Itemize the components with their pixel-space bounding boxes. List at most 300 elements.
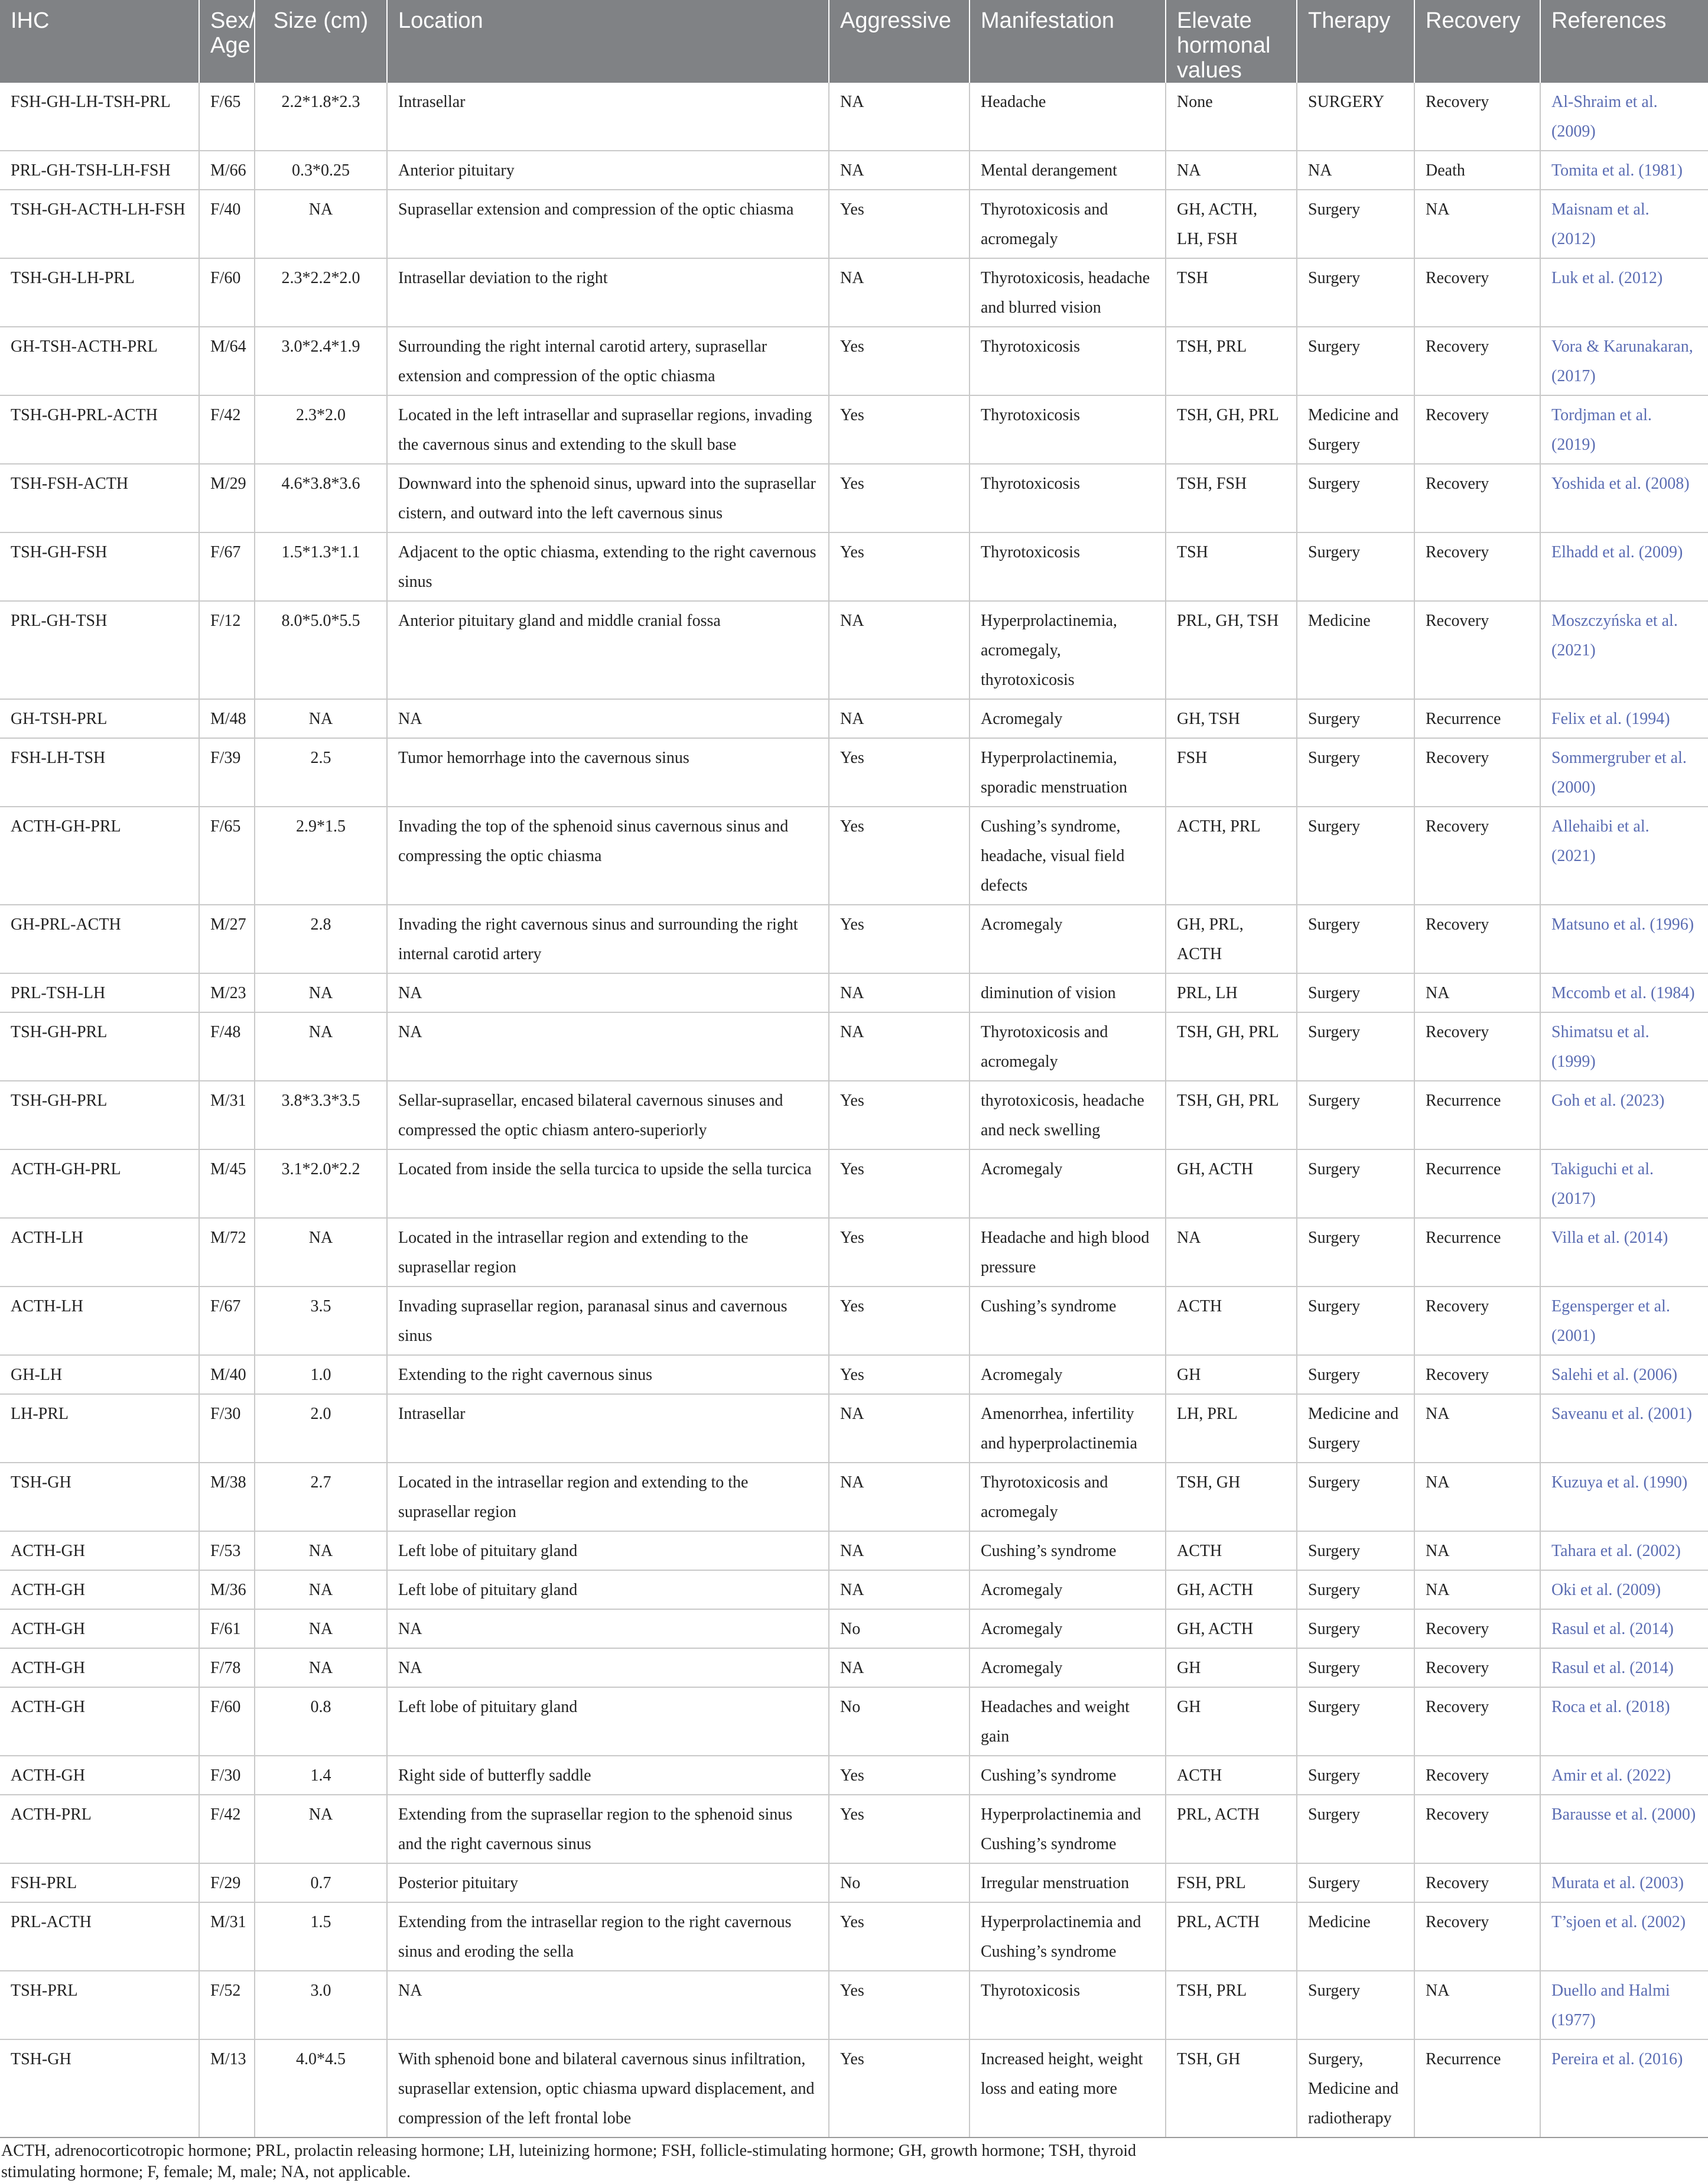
cell-ihc: ACTH-GH [0, 1531, 199, 1570]
cell-elevate-hormonal-values: ACTH [1166, 1287, 1297, 1355]
cell-therapy: Surgery [1297, 1012, 1414, 1081]
cell-aggressive: NA [829, 1012, 970, 1081]
cell-therapy: Surgery [1297, 1609, 1414, 1648]
cell-sex-age: F/60 [199, 258, 255, 327]
cell-size: 3.0 [255, 1971, 387, 2039]
cell-size: NA [255, 1609, 387, 1648]
cell-sex-age: M/36 [199, 1570, 255, 1609]
cell-sex-age: M/40 [199, 1355, 255, 1394]
cell-manifestation: Thyrotoxicosis and acromegaly [970, 1463, 1166, 1531]
cell-elevate-hormonal-values: TSH, GH, PRL [1166, 1081, 1297, 1149]
cell-ihc: TSH-GH [0, 1463, 199, 1531]
cell-size: 3.8*3.3*3.5 [255, 1081, 387, 1149]
table-row [0, 464, 1708, 532]
cell-ihc: ACTH-GH [0, 1609, 199, 1648]
cell-ihc: TSH-GH-FSH [0, 532, 199, 601]
cell-aggressive: Yes [829, 190, 970, 258]
cell-reference[interactable]: Mccomb et al. (1984) [1540, 973, 1708, 1012]
table-row [0, 1287, 1708, 1355]
cell-elevate-hormonal-values: TSH, GH [1166, 1463, 1297, 1531]
cell-reference[interactable]: Pereira et al. (2016) [1540, 2039, 1708, 2137]
cell-therapy: Surgery [1297, 1531, 1414, 1570]
table-header [0, 0, 1708, 83]
cell-recovery: Recovery [1414, 395, 1540, 464]
cell-ihc: ACTH-GH [0, 1756, 199, 1795]
cell-manifestation: Hyperprolactinemia and Cushing’s syndrome [970, 1795, 1166, 1863]
cell-size: 1.4 [255, 1756, 387, 1795]
cell-recovery: Recovery [1414, 258, 1540, 327]
cell-elevate-hormonal-values: PRL, ACTH [1166, 1902, 1297, 1971]
cell-recovery: Death [1414, 151, 1540, 190]
table-row [0, 1463, 1708, 1531]
cell-recovery: Recovery [1414, 83, 1540, 151]
table-row [0, 699, 1708, 738]
cell-reference[interactable]: Yoshida et al. (2008) [1540, 464, 1708, 532]
cell-manifestation: Acromegaly [970, 905, 1166, 973]
table-row [0, 1149, 1708, 1218]
cell-elevate-hormonal-values: None [1166, 83, 1297, 151]
cell-reference[interactable]: Elhadd et al. (2009) [1540, 532, 1708, 601]
cell-manifestation: thyrotoxicosis, headache and neck swelling [970, 1081, 1166, 1149]
cell-location: NA [387, 1971, 829, 2039]
cell-therapy: Surgery [1297, 1687, 1414, 1756]
table-row [0, 1218, 1708, 1287]
cell-size: NA [255, 1012, 387, 1081]
cell-manifestation: Thyrotoxicosis [970, 327, 1166, 395]
cell-recovery: Recovery [1414, 905, 1540, 973]
cell-ihc: GH-PRL-ACTH [0, 905, 199, 973]
cell-sex-age: M/29 [199, 464, 255, 532]
cell-location: Intrasellar [387, 83, 829, 151]
cell-reference[interactable]: Moszczyńska et al. (2021) [1540, 601, 1708, 699]
cell-reference[interactable]: Maisnam et al. (2012) [1540, 190, 1708, 258]
cell-manifestation: Irregular menstruation [970, 1863, 1166, 1902]
cell-aggressive: NA [829, 699, 970, 738]
cell-therapy: Surgery [1297, 1863, 1414, 1902]
cell-ihc: ACTH-GH-PRL [0, 807, 199, 905]
cell-location: Sellar-suprasellar, encased bilateral cavernous sinuses and compressed the optic chiasm antero-superiorly [387, 1081, 829, 1149]
cell-aggressive: Yes [829, 1902, 970, 1971]
cell-aggressive: Yes [829, 1218, 970, 1287]
cell-manifestation: Increased height, weight loss and eating more [970, 2039, 1166, 2137]
cell-size: 2.8 [255, 905, 387, 973]
cell-ihc: PRL-TSH-LH [0, 973, 199, 1012]
cell-reference[interactable]: Felix et al. (1994) [1540, 699, 1708, 738]
cell-reference[interactable]: Duello and Halmi (1977) [1540, 1971, 1708, 2039]
cell-size: NA [255, 699, 387, 738]
cell-recovery: NA [1414, 190, 1540, 258]
cell-manifestation: Acromegaly [970, 1149, 1166, 1218]
cell-elevate-hormonal-values: GH, ACTH [1166, 1609, 1297, 1648]
header-ihc: IHC [0, 0, 199, 83]
cell-aggressive: Yes [829, 327, 970, 395]
cell-elevate-hormonal-values: GH, ACTH, LH, FSH [1166, 190, 1297, 258]
cell-elevate-hormonal-values: TSH, GH, PRL [1166, 1012, 1297, 1081]
cell-therapy: Medicine [1297, 601, 1414, 699]
cell-sex-age: F/42 [199, 395, 255, 464]
cell-sex-age: F/65 [199, 807, 255, 905]
cell-manifestation: Acromegaly [970, 1648, 1166, 1687]
cell-manifestation: Headache and high blood pressure [970, 1218, 1166, 1287]
cell-sex-age: M/13 [199, 2039, 255, 2137]
cell-reference[interactable]: Rasul et al. (2014) [1540, 1648, 1708, 1687]
cell-sex-age: M/66 [199, 151, 255, 190]
cell-elevate-hormonal-values: ACTH [1166, 1756, 1297, 1795]
cell-reference[interactable]: Egensperger et al. (2001) [1540, 1287, 1708, 1355]
cell-manifestation: Acromegaly [970, 699, 1166, 738]
cell-manifestation: Acromegaly [970, 1570, 1166, 1609]
cell-elevate-hormonal-values: GH [1166, 1687, 1297, 1756]
cell-recovery: Recovery [1414, 1687, 1540, 1756]
cell-ihc: GH-TSH-ACTH-PRL [0, 327, 199, 395]
cell-size: 2.3*2.0 [255, 395, 387, 464]
cell-therapy: Surgery [1297, 464, 1414, 532]
cell-therapy: Surgery [1297, 1463, 1414, 1531]
cell-sex-age: M/23 [199, 973, 255, 1012]
cell-reference[interactable]: Luk et al. (2012) [1540, 258, 1708, 327]
cell-recovery: NA [1414, 1531, 1540, 1570]
cell-ihc: TSH-GH [0, 2039, 199, 2137]
cell-recovery: NA [1414, 973, 1540, 1012]
cell-reference[interactable]: Amir et al. (2022) [1540, 1756, 1708, 1795]
cell-ihc: ACTH-LH [0, 1287, 199, 1355]
cell-recovery: Recurrence [1414, 2039, 1540, 2137]
cell-aggressive: Yes [829, 905, 970, 973]
cell-ihc: ACTH-GH-PRL [0, 1149, 199, 1218]
table-row [0, 190, 1708, 258]
cell-aggressive: Yes [829, 1756, 970, 1795]
cell-recovery: Recovery [1414, 1756, 1540, 1795]
cell-elevate-hormonal-values: TSH, PRL [1166, 1971, 1297, 2039]
cell-ihc: PRL-GH-TSH-LH-FSH [0, 151, 199, 190]
table-row [0, 973, 1708, 1012]
cell-sex-age: F/60 [199, 1687, 255, 1756]
cell-manifestation: Thyrotoxicosis [970, 464, 1166, 532]
cell-therapy: Medicine and Surgery [1297, 1394, 1414, 1463]
cell-size: 3.5 [255, 1287, 387, 1355]
cell-recovery: Recurrence [1414, 699, 1540, 738]
cell-location: NA [387, 1012, 829, 1081]
cell-ihc: TSH-GH-PRL [0, 1012, 199, 1081]
cell-location: Located in the intrasellar region and extending to the suprasellar region [387, 1218, 829, 1287]
cell-size: NA [255, 1795, 387, 1863]
table-row [0, 601, 1708, 699]
cell-size: NA [255, 1570, 387, 1609]
cell-manifestation: Thyrotoxicosis and acromegaly [970, 1012, 1166, 1081]
cell-location: Right side of butterfly saddle [387, 1756, 829, 1795]
cell-recovery: Recovery [1414, 1795, 1540, 1863]
cell-recovery: Recovery [1414, 1648, 1540, 1687]
cell-aggressive: NA [829, 973, 970, 1012]
table-row [0, 1081, 1708, 1149]
table-row [0, 738, 1708, 807]
cell-therapy: Medicine and Surgery [1297, 395, 1414, 464]
cell-aggressive: NA [829, 601, 970, 699]
cell-recovery: Recovery [1414, 1902, 1540, 1971]
cell-recovery: Recovery [1414, 532, 1540, 601]
cell-elevate-hormonal-values: TSH, PRL [1166, 327, 1297, 395]
cell-size: 0.8 [255, 1687, 387, 1756]
cell-manifestation: Thyrotoxicosis [970, 395, 1166, 464]
cell-sex-age: F/30 [199, 1394, 255, 1463]
cell-reference[interactable]: Allehaibi et al. (2021) [1540, 807, 1708, 905]
cell-manifestation: Headaches and weight gain [970, 1687, 1166, 1756]
cell-reference[interactable]: T’sjoen et al. (2002) [1540, 1902, 1708, 1971]
cell-therapy: Surgery [1297, 532, 1414, 601]
cell-sex-age: F/67 [199, 1287, 255, 1355]
cell-location: Intrasellar [387, 1394, 829, 1463]
cell-aggressive: Yes [829, 1081, 970, 1149]
table-row [0, 532, 1708, 601]
cell-aggressive: Yes [829, 1355, 970, 1394]
cell-aggressive: NA [829, 1531, 970, 1570]
cell-size: 2.7 [255, 1463, 387, 1531]
cell-location: Adjacent to the optic chiasma, extending to the right cavernous sinus [387, 532, 829, 601]
cell-reference[interactable]: Matsuno et al. (1996) [1540, 905, 1708, 973]
cell-elevate-hormonal-values: FSH, PRL [1166, 1863, 1297, 1902]
cell-size: NA [255, 973, 387, 1012]
cell-sex-age: F/40 [199, 190, 255, 258]
table-row [0, 1971, 1708, 2039]
cell-size: 3.1*2.0*2.2 [255, 1149, 387, 1218]
cell-location: Surrounding the right internal carotid artery, suprasellar extension and compression of the optic chiasma [387, 327, 829, 395]
cell-reference[interactable]: Tordjman et al. (2019) [1540, 395, 1708, 464]
cell-ihc: GH-TSH-PRL [0, 699, 199, 738]
cell-reference[interactable]: Villa et al. (2014) [1540, 1218, 1708, 1287]
cell-therapy: Surgery [1297, 1218, 1414, 1287]
cell-therapy: Surgery [1297, 1756, 1414, 1795]
cell-sex-age: F/12 [199, 601, 255, 699]
cell-recovery: Recovery [1414, 738, 1540, 807]
cell-ihc: TSH-GH-ACTH-LH-FSH [0, 190, 199, 258]
cell-size: 2.9*1.5 [255, 807, 387, 905]
cell-recovery: Recovery [1414, 807, 1540, 905]
cell-reference[interactable]: Takiguchi et al. (2017) [1540, 1149, 1708, 1218]
table-row [0, 1902, 1708, 1971]
table-footnote: ACTH, adrenocorticotropic hormone; PRL, prolactin releasing hormone; LH, luteinizing hormone; FSH, follicle-stimulating hormone; GH, growth hormone; TSH, thyroid stimulating hormone; F, female; M, male; NA, not applicable. [1, 2142, 1137, 2181]
cell-ihc: FSH-PRL [0, 1863, 199, 1902]
cell-elevate-hormonal-values: GH, PRL, ACTH [1166, 905, 1297, 973]
cell-therapy: Surgery [1297, 1287, 1414, 1355]
cell-therapy: Surgery [1297, 1648, 1414, 1687]
cell-sex-age: F/30 [199, 1756, 255, 1795]
cell-recovery: Recovery [1414, 1287, 1540, 1355]
cell-sex-age: F/48 [199, 1012, 255, 1081]
table-row [0, 258, 1708, 327]
cell-location: Intrasellar deviation to the right [387, 258, 829, 327]
cell-reference[interactable]: Sommergruber et al. (2000) [1540, 738, 1708, 807]
cell-sex-age: M/31 [199, 1902, 255, 1971]
cell-manifestation: Hyperprolactinemia, sporadic menstruation [970, 738, 1166, 807]
cell-recovery: Recovery [1414, 1355, 1540, 1394]
table-row [0, 1687, 1708, 1756]
cell-reference[interactable]: Murata et al. (2003) [1540, 1863, 1708, 1902]
cell-reference[interactable]: Kuzuya et al. (1990) [1540, 1463, 1708, 1531]
cell-elevate-hormonal-values: GH, ACTH [1166, 1149, 1297, 1218]
cell-therapy: Surgery [1297, 190, 1414, 258]
cell-size: NA [255, 1648, 387, 1687]
cell-aggressive: Yes [829, 807, 970, 905]
cell-manifestation: Acromegaly [970, 1609, 1166, 1648]
cell-size: 1.5 [255, 1902, 387, 1971]
cell-reference[interactable]: Roca et al. (2018) [1540, 1687, 1708, 1756]
cell-ihc: TSH-PRL [0, 1971, 199, 2039]
cell-ihc: TSH-FSH-ACTH [0, 464, 199, 532]
cell-manifestation: Thyrotoxicosis [970, 532, 1166, 601]
cell-aggressive: NA [829, 258, 970, 327]
header-references: References [1540, 0, 1708, 83]
cell-recovery: Recovery [1414, 1863, 1540, 1902]
table-row [0, 1012, 1708, 1081]
cell-location: NA [387, 1609, 829, 1648]
cell-recovery: Recurrence [1414, 1081, 1540, 1149]
cell-reference[interactable]: Salehi et al. (2006) [1540, 1355, 1708, 1394]
cell-aggressive: NA [829, 83, 970, 151]
cell-manifestation: Thyrotoxicosis, headache and blurred vision [970, 258, 1166, 327]
cell-elevate-hormonal-values: GH, ACTH [1166, 1570, 1297, 1609]
cell-sex-age: F/65 [199, 83, 255, 151]
cell-recovery: Recurrence [1414, 1218, 1540, 1287]
cell-recovery: Recovery [1414, 1609, 1540, 1648]
cell-size: 2.3*2.2*2.0 [255, 258, 387, 327]
cell-manifestation: Cushing’s syndrome [970, 1531, 1166, 1570]
table-row [0, 151, 1708, 190]
cell-reference[interactable]: Tomita et al. (1981) [1540, 151, 1708, 190]
cell-therapy: Surgery [1297, 1570, 1414, 1609]
cell-reference[interactable]: Saveanu et al. (2001) [1540, 1394, 1708, 1463]
cell-recovery: NA [1414, 1971, 1540, 2039]
cell-reference[interactable]: Rasul et al. (2014) [1540, 1609, 1708, 1648]
cell-sex-age: M/31 [199, 1081, 255, 1149]
cell-reference[interactable]: Al-Shraim et al. (2009) [1540, 83, 1708, 151]
cell-size: 1.5*1.3*1.1 [255, 532, 387, 601]
cell-therapy: Surgery [1297, 738, 1414, 807]
cell-manifestation: Acromegaly [970, 1355, 1166, 1394]
cell-aggressive: NA [829, 1463, 970, 1531]
cell-sex-age: F/67 [199, 532, 255, 601]
header-recovery: Recovery [1414, 0, 1540, 83]
cell-therapy: Medicine [1297, 1902, 1414, 1971]
cell-ihc: ACTH-GH [0, 1570, 199, 1609]
cell-location: Anterior pituitary [387, 151, 829, 190]
table-row [0, 1531, 1708, 1570]
table-row [0, 2039, 1708, 2137]
cell-sex-age: M/64 [199, 327, 255, 395]
cell-aggressive: Yes [829, 1287, 970, 1355]
cell-location: NA [387, 1648, 829, 1687]
cell-aggressive: NA [829, 1570, 970, 1609]
cell-therapy: Surgery [1297, 1971, 1414, 2039]
cell-location: Left lobe of pituitary gland [387, 1531, 829, 1570]
cell-reference[interactable]: Barausse et al. (2000) [1540, 1795, 1708, 1863]
cell-aggressive: Yes [829, 1971, 970, 2039]
cell-sex-age: F/53 [199, 1531, 255, 1570]
cell-aggressive: Yes [829, 2039, 970, 2137]
cell-manifestation: Cushing’s syndrome [970, 1287, 1166, 1355]
cell-recovery: NA [1414, 1463, 1540, 1531]
cell-ihc: PRL-ACTH [0, 1902, 199, 1971]
table-row [0, 1609, 1708, 1648]
cell-therapy: Surgery [1297, 699, 1414, 738]
cell-size: 0.7 [255, 1863, 387, 1902]
cell-manifestation: Cushing’s syndrome [970, 1756, 1166, 1795]
cell-elevate-hormonal-values: TSH, GH [1166, 2039, 1297, 2137]
table-row [0, 1795, 1708, 1863]
cell-ihc: TSH-GH-PRL [0, 1081, 199, 1149]
header-row [0, 0, 1708, 83]
cell-reference[interactable]: Goh et al. (2023) [1540, 1081, 1708, 1149]
cell-ihc: ACTH-GH [0, 1687, 199, 1756]
cell-elevate-hormonal-values: GH [1166, 1648, 1297, 1687]
cell-recovery: Recovery [1414, 1012, 1540, 1081]
cell-aggressive: NA [829, 1394, 970, 1463]
cell-size: 3.0*2.4*1.9 [255, 327, 387, 395]
cell-ihc: ACTH-LH [0, 1218, 199, 1287]
cell-manifestation: Amenorrhea, infertility and hyperprolactinemia [970, 1394, 1166, 1463]
header-location: Location [387, 0, 829, 83]
cell-size: 4.0*4.5 [255, 2039, 387, 2137]
cell-therapy: Surgery, Medicine and radiotherapy [1297, 2039, 1414, 2137]
table-row [0, 327, 1708, 395]
cell-aggressive: Yes [829, 1149, 970, 1218]
cell-therapy: Surgery [1297, 1355, 1414, 1394]
cell-aggressive: NA [829, 1648, 970, 1687]
cell-ihc: PRL-GH-TSH [0, 601, 199, 699]
table-row [0, 1570, 1708, 1609]
table-row [0, 1355, 1708, 1394]
cell-elevate-hormonal-values: TSH [1166, 258, 1297, 327]
cell-reference[interactable]: Tahara et al. (2002) [1540, 1531, 1708, 1570]
cell-sex-age: F/42 [199, 1795, 255, 1863]
cell-reference[interactable]: Vora & Karunakaran, (2017) [1540, 327, 1708, 395]
cell-therapy: NA [1297, 151, 1414, 190]
cell-recovery: Recovery [1414, 464, 1540, 532]
cell-size: 2.2*1.8*2.3 [255, 83, 387, 151]
cell-location: Located in the left intrasellar and suprasellar regions, invading the cavernous sinus and extending to the skull base [387, 395, 829, 464]
cell-location: Extending from the intrasellar region to the right cavernous sinus and eroding the sella [387, 1902, 829, 1971]
cell-aggressive: Yes [829, 738, 970, 807]
cell-reference[interactable]: Oki et al. (2009) [1540, 1570, 1708, 1609]
cell-sex-age: M/72 [199, 1218, 255, 1287]
cell-size: 4.6*3.8*3.6 [255, 464, 387, 532]
cell-location: With sphenoid bone and bilateral cavernous sinus infiltration, suprasellar extension, optic chiasma upward displacement, and compression of the left frontal lobe [387, 2039, 829, 2137]
cell-recovery: NA [1414, 1570, 1540, 1609]
cell-sex-age: F/52 [199, 1971, 255, 2039]
header-manifestation: Manifestation [970, 0, 1166, 83]
cell-therapy: Surgery [1297, 327, 1414, 395]
cell-sex-age: M/27 [199, 905, 255, 973]
cell-recovery: Recovery [1414, 601, 1540, 699]
cell-size: 1.0 [255, 1355, 387, 1394]
cell-manifestation: Thyrotoxicosis and acromegaly [970, 190, 1166, 258]
cell-ihc: LH-PRL [0, 1394, 199, 1463]
header-aggressive: Aggressive [829, 0, 970, 83]
cell-location: Invading the right cavernous sinus and surrounding the right internal carotid artery [387, 905, 829, 973]
cell-location: Located in the intrasellar region and extending to the suprasellar region [387, 1463, 829, 1531]
table-row [0, 1394, 1708, 1463]
cell-sex-age: F/39 [199, 738, 255, 807]
cell-ihc: TSH-GH-PRL-ACTH [0, 395, 199, 464]
cell-aggressive: Yes [829, 464, 970, 532]
cell-location: Posterior pituitary [387, 1863, 829, 1902]
cell-reference[interactable]: Shimatsu et al. (1999) [1540, 1012, 1708, 1081]
cell-manifestation: diminution of vision [970, 973, 1166, 1012]
cell-size: 8.0*5.0*5.5 [255, 601, 387, 699]
cell-sex-age: F/78 [199, 1648, 255, 1687]
cell-location: Extending from the suprasellar region to the sphenoid sinus and the right cavernous sinus [387, 1795, 829, 1863]
cell-location: Left lobe of pituitary gland [387, 1687, 829, 1756]
cell-aggressive: NA [829, 151, 970, 190]
